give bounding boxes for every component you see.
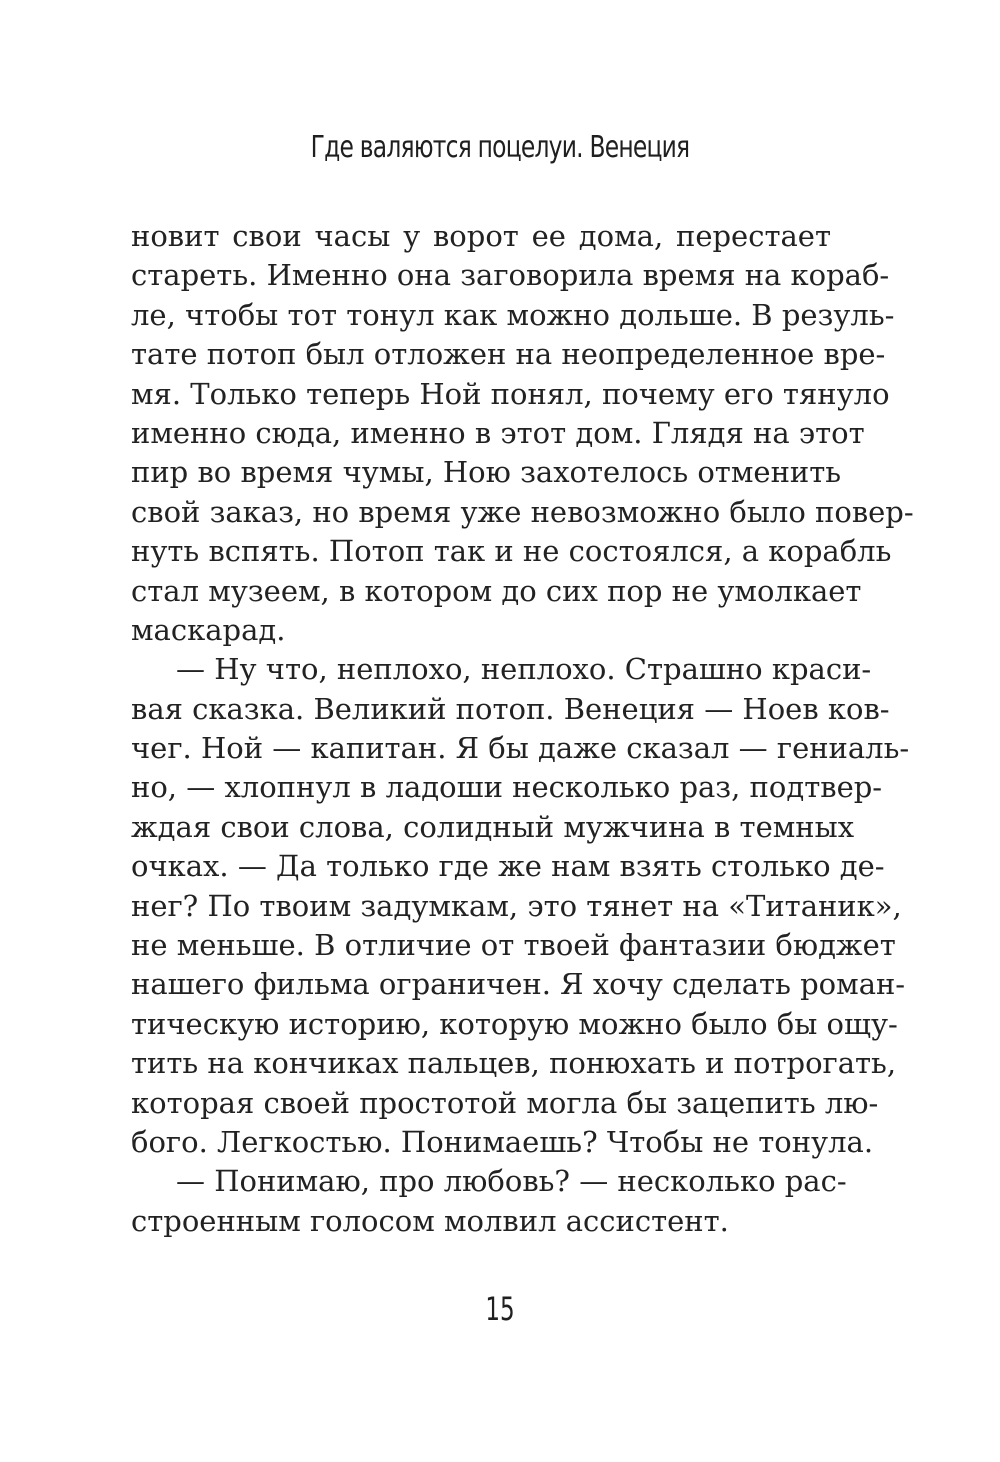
text-line: которая своей простотой могла бы зацепить лю- xyxy=(131,1085,879,1120)
body-text xyxy=(131,217,914,1241)
text-line: нуть вспять. Потоп так и не состоялся, а корабль xyxy=(131,534,892,569)
text-line: строенным голосом молвил ассистент. xyxy=(131,1203,729,1238)
text-line: не меньше. В отличие от твоей фантазии бюджет xyxy=(131,928,896,963)
text-line: нашего фильма ограничен. Я хочу сделать роман- xyxy=(131,967,906,1002)
dialogue-line: — Понимаю, про любовь? — несколько рас- xyxy=(176,1164,847,1199)
text-line: вая сказка. Великий потоп. Венеция — Ноев ков- xyxy=(131,691,890,726)
page-number: 15 xyxy=(485,1290,515,1328)
text-line: но, — хлопнул в ладоши несколько раз, подтвер- xyxy=(131,770,883,805)
text-line: нег? По твоим задумкам, это тянет на «Титаник», xyxy=(131,888,902,923)
running-header: Где валяются поцелуи. Венеция xyxy=(310,130,690,165)
text-line: стал музеем, в котором до сих пор не умолкает xyxy=(131,573,862,608)
text-line: тате потоп был отложен на неопределенное вре- xyxy=(131,337,886,372)
text-line: ле, чтобы тот тонул как можно дольше. В резуль- xyxy=(131,297,895,332)
text-line: ждая свои слова, солидный мужчина в темных xyxy=(131,809,855,844)
text-line: стареть. Именно она заговорила время на кораб- xyxy=(131,258,890,293)
text-line: тить на кончиках пальцев, понюхать и потрогать, xyxy=(131,1046,897,1081)
text-line: именно сюда, именно в этот дом. Глядя на этот xyxy=(131,415,865,450)
text-line: чег. Ной — капитан. Я бы даже сказал — гениаль- xyxy=(131,731,910,766)
text-line: мя. Только теперь Ной понял, почему его тянуло xyxy=(131,376,890,411)
text-line: свой заказ, но время уже невозможно было повер- xyxy=(131,494,914,529)
text-line: новит свои часы у ворот ее дома, перестает xyxy=(131,219,831,253)
text-line: маскарад. xyxy=(131,612,286,647)
text-line: пир во время чумы, Ною захотелось отменить xyxy=(131,455,842,490)
text-line: очках. — Да только где же нам взять столько де- xyxy=(131,849,885,884)
text-line: тическую историю, которую можно было бы ощу- xyxy=(131,1006,898,1041)
text-line: бого. Легкостью. Понимаешь? Чтобы не тонула. xyxy=(131,1124,874,1159)
dialogue-line: — Ну что, неплохо, неплохо. Страшно краси- xyxy=(176,652,872,687)
